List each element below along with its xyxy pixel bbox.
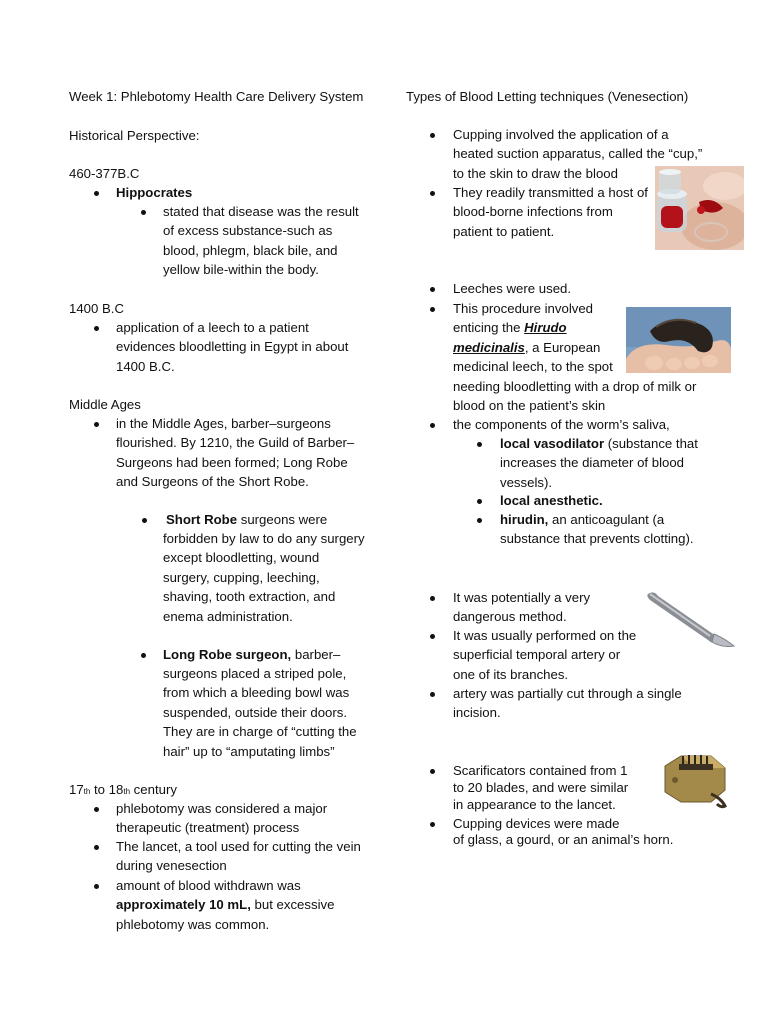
text-line: suspended, outside their doors.: [163, 704, 348, 720]
bullet: [430, 769, 435, 774]
hirudin-label: hirudin,: [500, 512, 549, 527]
right-title: Types of Blood Letting techniques (Venesection): [406, 89, 689, 104]
bullet: [94, 845, 99, 850]
short-robe-label: Short Robe: [166, 512, 238, 527]
transmitted-text: [453, 183, 648, 241]
temporal-artery-text: [453, 626, 636, 684]
text-line: patient to patient.: [453, 223, 555, 239]
bullet: [430, 133, 435, 138]
text-line: and Surgeons of the Short Robe.: [116, 474, 309, 490]
text-line: enema administration.: [163, 608, 293, 624]
text-line: except bloodletting, wound: [163, 550, 320, 566]
text-line: dangerous method.: [453, 609, 567, 625]
text-line: therapeutic (treatment) process: [116, 820, 300, 836]
left-title: Week 1: Phlebotomy Health Care Delivery System: [69, 89, 364, 104]
text-line: stated that disease was the result: [163, 204, 359, 219]
phlebotomy-therapeutic-text: [116, 799, 327, 838]
long-robe-first-line: [163, 645, 340, 664]
artery-cut-text: [453, 684, 682, 723]
text-line: Cupping devices were made: [453, 816, 620, 831]
text-line: It was usually performed on the: [453, 628, 637, 643]
text-span: , a European: [524, 339, 601, 355]
bold-span: approximately 10 mL,: [116, 897, 251, 913]
bullet: [430, 287, 435, 292]
egypt-text: [116, 318, 348, 376]
text-line: yellow bile-within the body.: [163, 262, 319, 278]
bullet: [141, 210, 146, 215]
text-line: blood-borne infections from: [453, 204, 613, 220]
text-line: Surgeons had been formed; Long Robe: [116, 454, 348, 470]
text-line: superficial temporal artery or: [453, 647, 621, 663]
text-span: but excessive: [250, 897, 335, 913]
text-line: during venesection: [116, 858, 227, 874]
text-line: medicinal leech, to the spot: [453, 359, 613, 375]
bullet: [430, 822, 435, 827]
text-line: one of its branches.: [453, 666, 569, 682]
era-middle-ages: Middle Ages: [69, 397, 141, 412]
text-line: incision.: [453, 705, 501, 721]
text-line: blood, phlegm, black bile, and: [163, 242, 338, 258]
text-line: Cupping involved the application of a: [453, 127, 669, 142]
text-line: They readily transmitted a host of: [453, 185, 648, 200]
long-robe-label: Long Robe surgeon,: [163, 647, 292, 662]
text-line: [500, 510, 694, 529]
text-line: They are in charge of “cutting the: [163, 724, 357, 740]
text-line: hair” up to “amputating limbs”: [163, 743, 335, 759]
era-460bc: 460-377B.C: [69, 166, 140, 181]
bullet: [477, 518, 482, 523]
text-span: enticing the: [453, 320, 525, 336]
middle-ages-text: [116, 414, 354, 492]
text-line: to 20 blades, and were similar: [453, 780, 629, 796]
cupping-image: [655, 166, 744, 250]
text-span: century: [130, 782, 177, 797]
bullet: [141, 653, 146, 658]
bullet: [142, 518, 147, 523]
superscript: th: [83, 787, 91, 796]
text-line: surgeons placed a striped pole,: [163, 666, 347, 681]
era-1400bc: 1400 B.C: [69, 301, 124, 316]
text-line: vessels).: [500, 474, 553, 490]
bullet: [430, 634, 435, 639]
text-line: in the Middle Ages, barber–surgeons: [116, 416, 331, 431]
text-line: application of a leech to a patient: [116, 320, 309, 335]
anesthetic-label: local anesthetic.: [500, 493, 603, 508]
text-line: of excess substance-such as: [163, 223, 333, 239]
bullet: [94, 422, 99, 427]
superscript: th: [123, 787, 131, 796]
text-line: increases the diameter of blood: [500, 455, 685, 471]
text-line: It was potentially a very: [453, 590, 591, 605]
vasodilator-label: local vasodilator: [500, 436, 605, 451]
text-line: 1400 B.C.: [116, 358, 175, 374]
text-line: substance that prevents clotting).: [500, 531, 694, 547]
text-line: needing bloodletting with a drop of milk or: [453, 378, 697, 394]
bullet: [94, 807, 99, 812]
bullet: [94, 191, 99, 196]
bullet: [430, 596, 435, 601]
bullet: [477, 499, 482, 504]
short-robe-first-line: [166, 510, 327, 529]
text-line: heated suction apparatus, called the “cup,”: [453, 146, 703, 162]
text-line: forbidden by law to do any surgery: [163, 531, 365, 546]
text-line: This procedure involved: [453, 301, 594, 316]
cupping-devices-text: [453, 814, 673, 850]
text-line: surgery, cupping, leeching,: [163, 569, 320, 585]
vasodilator-text: [500, 434, 698, 492]
text-span: an anticoagulant (a: [548, 512, 665, 527]
scarificator-image: [655, 750, 739, 812]
bullet: [430, 692, 435, 697]
text-line: The lancet, a tool used for cutting the vein: [116, 839, 361, 854]
lancet-text: [116, 837, 361, 876]
text-span: (substance that: [604, 436, 698, 451]
dangerous-text: [453, 588, 590, 627]
long-robe-text: [163, 664, 357, 761]
bullet: [430, 191, 435, 196]
hirudin-text: [500, 510, 694, 549]
scarificators-text: [453, 761, 628, 814]
hirudo-term: Hirudo: [524, 320, 567, 336]
text-line: blood on the patient’s skin: [453, 398, 606, 414]
text-line: phlebotomy was common.: [116, 916, 270, 932]
text-line: Scarificators contained from 1: [453, 763, 628, 778]
text-line: of glass, a gourd, or an animal’s horn.: [453, 832, 674, 848]
bullet: [430, 423, 435, 428]
leech-image: [626, 307, 731, 373]
text-line: [500, 434, 698, 453]
text-line: in appearance to the lancet.: [453, 796, 616, 812]
text-line: to the skin to draw the blood: [453, 165, 618, 181]
text-span: 17: [69, 782, 84, 797]
text-line: artery was partially cut through a single: [453, 686, 682, 701]
text-span: to 18: [90, 782, 124, 797]
text-span: surgeons were: [237, 512, 328, 527]
lancet-image: [640, 586, 740, 652]
bullet: [477, 442, 482, 447]
text-line: [116, 895, 334, 914]
historical-heading: Historical Perspective:: [69, 128, 200, 143]
leeches-text: Leeches were used.: [453, 281, 572, 296]
text-line: phlebotomy was considered a major: [116, 801, 328, 816]
amount-text: [116, 876, 334, 934]
bullet: [430, 307, 435, 312]
text-line: evidences bloodletting in Egypt in about: [116, 339, 349, 355]
text-span: barber–: [291, 647, 341, 662]
text-line: amount of blood withdrawn was: [116, 878, 301, 893]
text-line: flourished. By 1210, the Guild of Barber–: [116, 435, 355, 451]
hippocrates-label: Hippocrates: [116, 185, 193, 200]
medicinalis-term: medicinalis: [453, 339, 525, 355]
components-text: the components of the worm’s saliva,: [453, 417, 670, 432]
text-line: from which a bleeding bowl was: [163, 685, 350, 701]
bullet: [94, 884, 99, 889]
text-line: shaving, tooth extraction, and: [163, 589, 336, 605]
short-robe-text: [163, 529, 365, 626]
hippocrates-text: [163, 202, 359, 280]
bullet: [94, 326, 99, 331]
